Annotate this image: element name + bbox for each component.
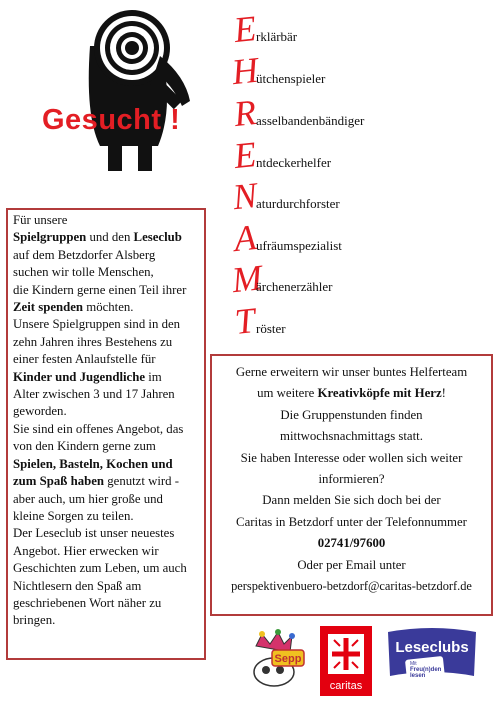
acrostic-row (231, 91, 366, 135)
acrostic-row (229, 49, 327, 93)
text-line: mittwochsnachmittags statt. (280, 429, 423, 444)
acrostic-letter: H (229, 49, 261, 93)
text-line: Angebot. Hier erwecken wir (13, 543, 159, 558)
text-line: auf dem Betzdorfer Alsberg (13, 247, 156, 262)
sepp-logo (244, 626, 308, 696)
leseclubs-logo (384, 626, 480, 696)
acrostic-letter: E (231, 133, 259, 177)
email-address[interactable]: perspektivenbuero-betzdorf@caritas-betzdorf.de (231, 579, 472, 594)
text-line: kleine Sorgen zu teilen. (13, 508, 134, 523)
text-line: Caritas in Betzdorf unter der Telefonnummer (236, 514, 467, 529)
text-line: Sie sind ein offenes Angebot, das (13, 421, 184, 436)
text-line: Die Gruppenstunden finden (280, 407, 423, 422)
text-line: zehn Jahren ihres Bestehens zu (13, 334, 173, 349)
text-line: Oder per Email unter (297, 557, 406, 572)
acrostic-word: asselbandenbändiger (256, 113, 365, 128)
acrostic-word: ütchenspieler (256, 71, 326, 86)
acrostic-word: ufräumspezialist (256, 238, 342, 253)
text-line: Geschichten zum Leben, um auch (13, 561, 187, 576)
acrostic-letter: N (230, 174, 260, 218)
text-line: Nichtlesern den Spaß am (13, 578, 142, 593)
acrostic-word: ntdeckerhelfer (256, 155, 332, 170)
acrostic-row (231, 133, 333, 177)
svg-text:Mit: Mit (410, 661, 417, 667)
acrostic-row (232, 300, 288, 340)
svg-text:lesen: lesen (410, 673, 426, 679)
text-line: die Kindern gerne einen Teil ihrer (13, 282, 187, 297)
acrostic-word: röster (256, 321, 286, 336)
text-line: Für unsere (13, 213, 68, 227)
text-line: Dann melden Sie sich doch bei der (262, 493, 441, 508)
text-line: Sie haben Interesse oder wollen sich weiter (240, 450, 463, 465)
text-line: Kinder und Jugendliche im (13, 369, 162, 384)
detective-mascot-illustration (60, 6, 210, 176)
text-line: von den Kindern gerne zum (13, 439, 156, 454)
text-line: Gerne erweitern wir unser buntes Helferteam (235, 365, 468, 379)
text-line: Zeit spenden möchten. (13, 300, 134, 315)
acrostic-row (231, 216, 344, 260)
text-line: Der Leseclub ist unser neuestes (13, 526, 175, 541)
text-line: Alter zwischen 3 und 17 Jahren (13, 387, 175, 402)
contact-info-box (210, 354, 493, 616)
text-line: zum Spaß haben genutzt wird - (13, 474, 180, 489)
sepp-logo-text: Sepp (274, 653, 302, 665)
acrostic-word: aturdurchforster (256, 196, 340, 211)
text-line: geschriebenen Wort näher zu (13, 595, 162, 610)
acrostic-row (229, 257, 335, 301)
acrostic-word: rklärbär (256, 29, 298, 44)
spielgruppen-info-box (6, 208, 206, 660)
phone-number[interactable]: 02741/97600 (317, 536, 386, 551)
acrostic-letter: E (231, 7, 259, 51)
text-line: Spielen, Basteln, Kochen und (13, 456, 173, 471)
text-line: suchen wir tolle Menschen, (13, 265, 154, 280)
text-line: bringen. (13, 613, 56, 628)
text-line: aber auch, um hier große und (13, 491, 163, 506)
text-line: Spielgruppen und den Leseclub (13, 230, 182, 245)
caritas-logo (320, 626, 372, 696)
acrostic-row (230, 174, 342, 218)
svg-text:Freu(n)den: Freu(n)den (410, 667, 442, 673)
acrostic-row (231, 7, 299, 51)
leseclubs-logo-text: Leseclubs (395, 639, 469, 656)
text-line: geworden. (13, 404, 67, 419)
text-line: Unsere Spielgruppen sind in den (13, 317, 181, 332)
acrostic-letter: A (231, 216, 259, 260)
gesucht-heading: Gesucht ! (42, 104, 181, 136)
text-line: um weitere Kreativköpfe mit Herz! (257, 386, 446, 401)
text-line: einer festen Anlaufstelle für (13, 352, 156, 367)
acrostic-letter: T (232, 300, 258, 342)
acrostic-word: ärchenerzähler (256, 279, 333, 294)
acrostic-letter: R (231, 91, 259, 135)
acrostic-letter: M (229, 257, 264, 301)
caritas-logo-text: caritas (329, 680, 363, 692)
text-line: informieren? (318, 472, 385, 487)
